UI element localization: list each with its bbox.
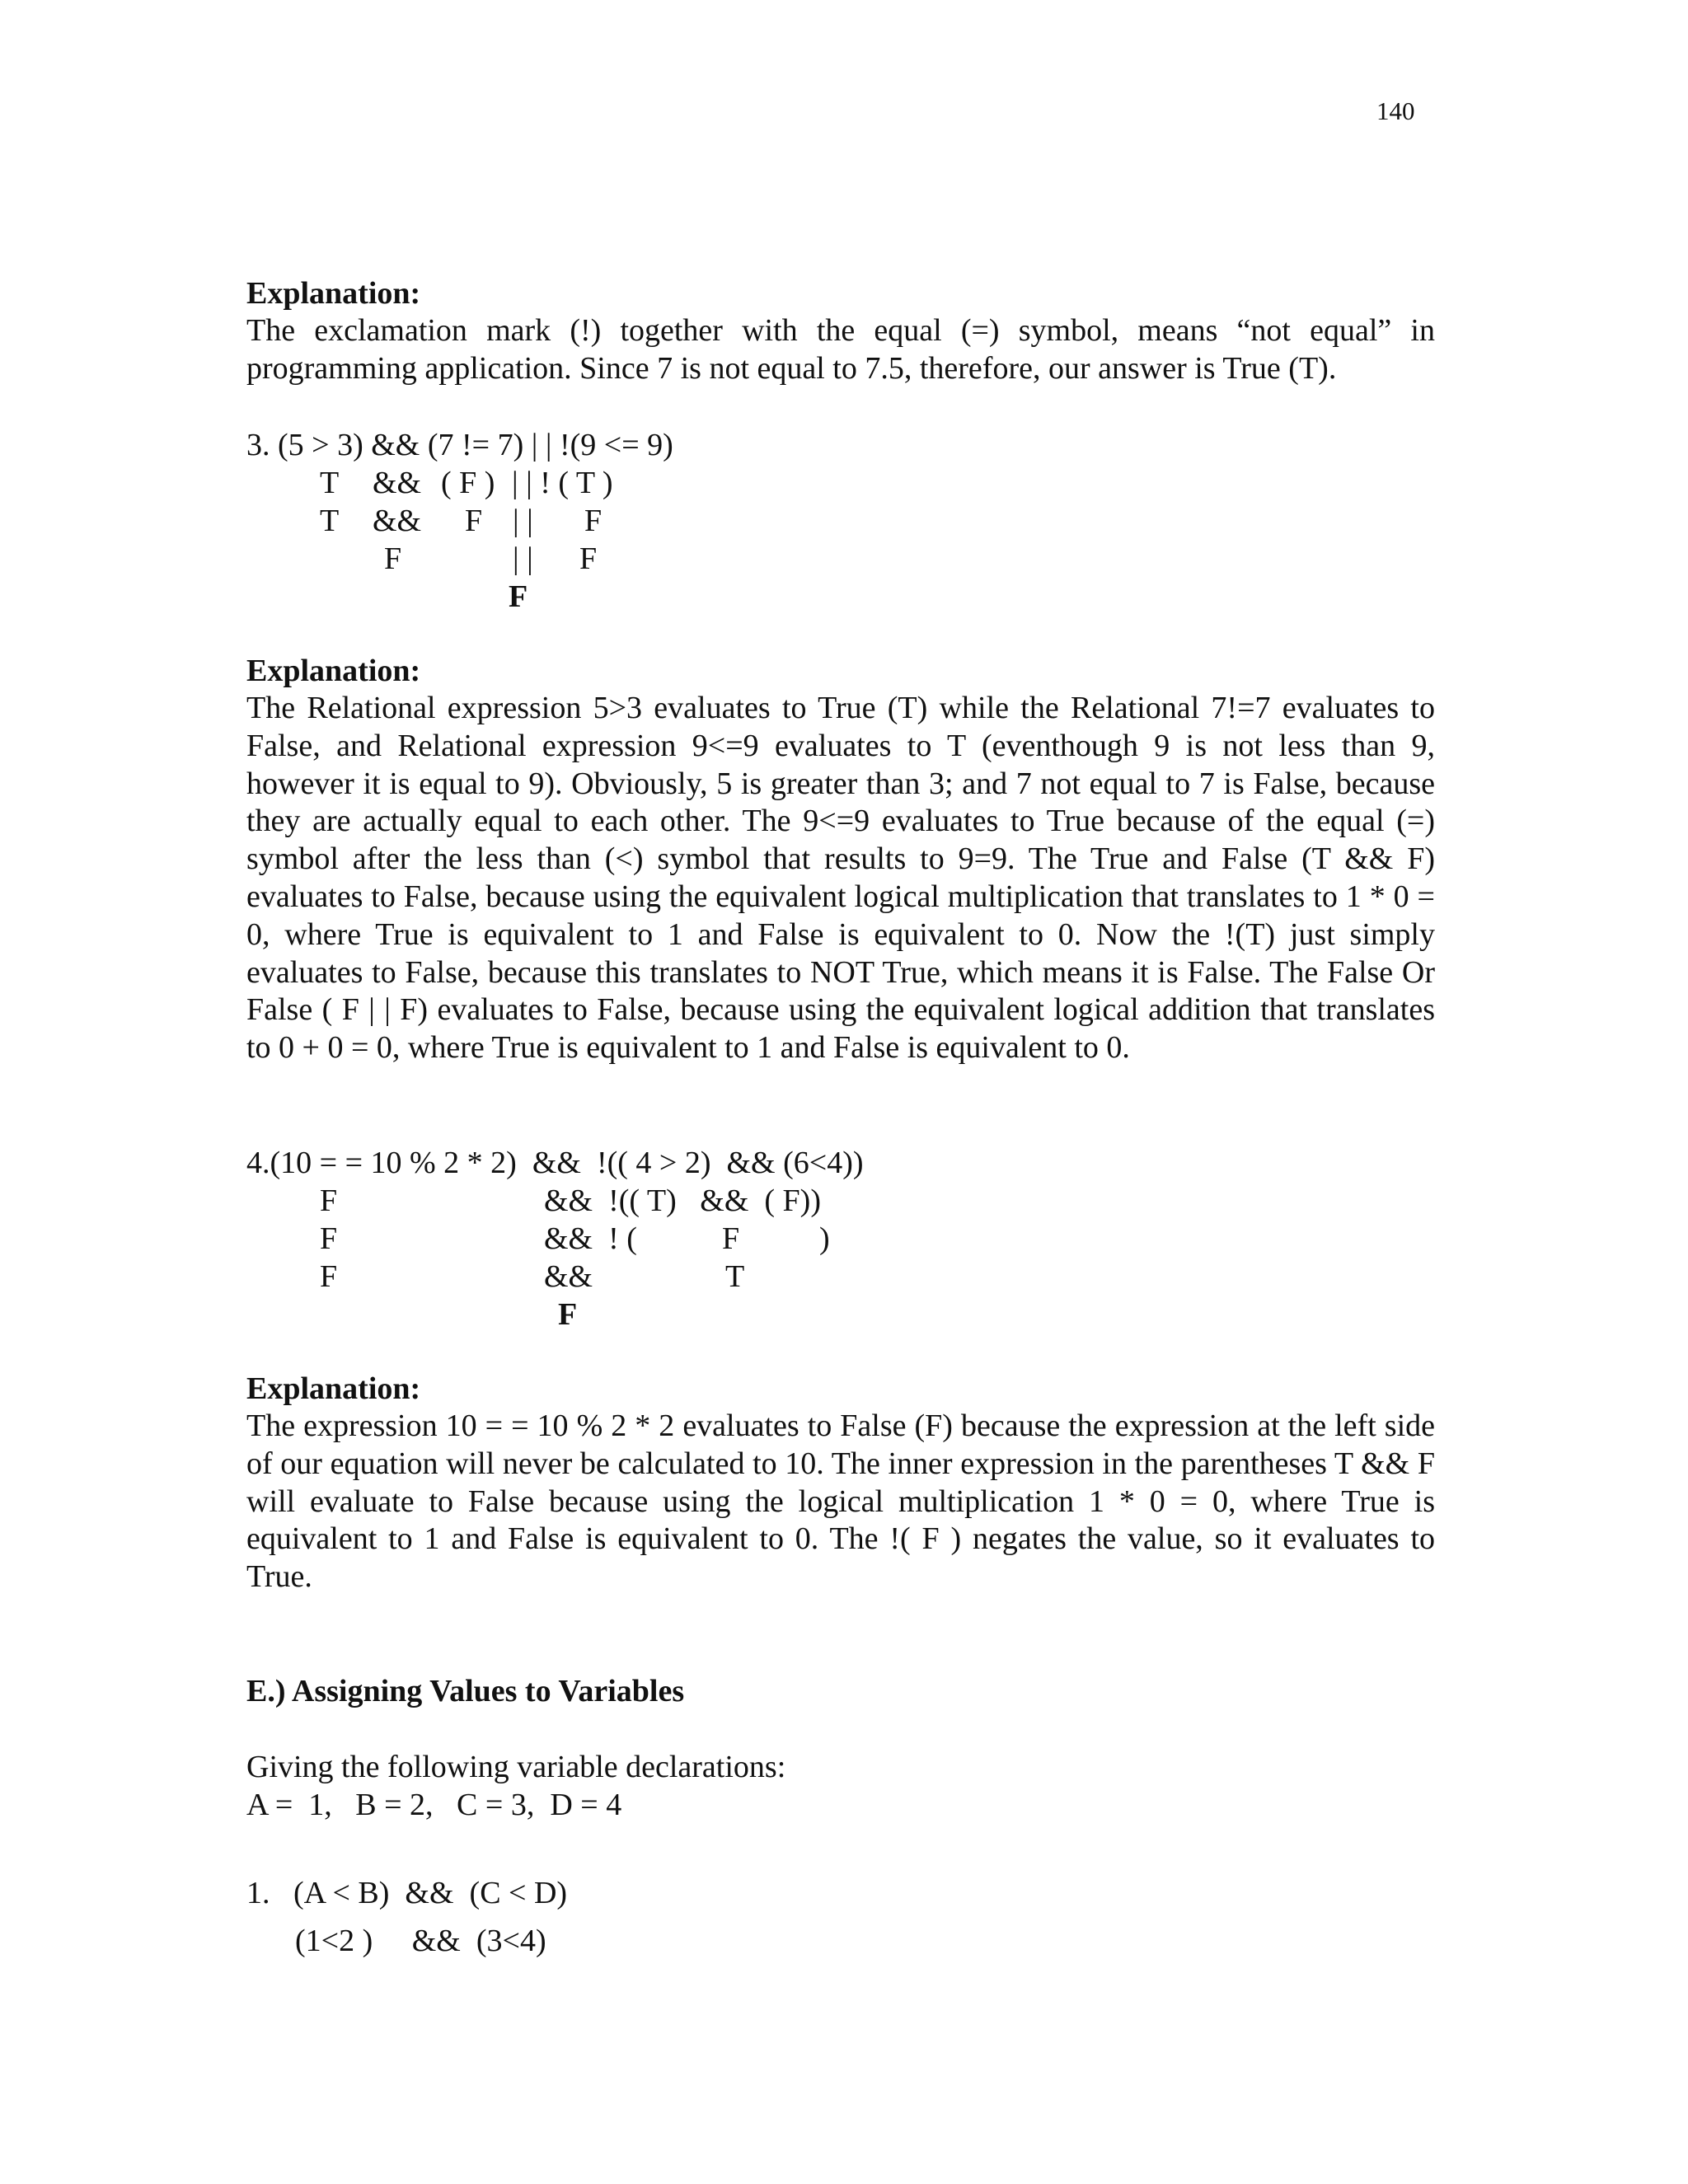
result-3: F — [509, 579, 528, 614]
step-token: T — [320, 504, 340, 538]
section-heading: E.) Assigning Values to Variables — [246, 1674, 685, 1708]
item-1-substitution: (1<2 ) && (3<4) — [295, 1924, 546, 1958]
step-token: ( F ) — [441, 466, 495, 500]
step-token: | | ! ( T ) — [512, 466, 613, 500]
expression-4: 4.(10 = = 10 % 2 * 2) && !(( 4 > 2) && (6<4)) — [246, 1146, 864, 1180]
step-token: F — [722, 1221, 740, 1256]
step-token: | | — [513, 541, 533, 576]
variable-declarations: A = 1, B = 2, C = 3, D = 4 — [246, 1788, 622, 1822]
step-token: F — [579, 541, 598, 576]
step-token: F — [320, 1259, 338, 1294]
step-token: F — [320, 1221, 338, 1256]
step-token: && ! ( — [544, 1221, 637, 1256]
step-token: F — [465, 504, 483, 538]
step-token: F — [384, 541, 402, 576]
explanation-paragraph: The expression 10 = = 10 % 2 * 2 evaluates to False (F) because the expression at the left side of our equation will never be calculated to 10. The inner expression in the parentheses T && F will evaluate to False because using the logical multiplication 1 * 0 = 0, where True is equivalent to 1 and False is equivalent to 0. The !( F ) negates the value, so it evaluates to True. — [246, 1408, 1435, 1595]
step-token: && — [373, 466, 422, 500]
explanation-heading: Explanation: — [246, 654, 421, 688]
step-token: T — [725, 1259, 745, 1294]
result-4: F — [558, 1297, 578, 1332]
step-token: ) — [819, 1221, 830, 1256]
explanation-heading: Explanation: — [246, 276, 421, 311]
step-token: && !(( T) && ( F)) — [544, 1183, 821, 1218]
expression-3: 3. (5 > 3) && (7 != 7) | | !(9 <= 9) — [246, 428, 673, 462]
step-token: F — [320, 1183, 338, 1218]
step-token: | | — [513, 504, 533, 538]
page-number: 140 — [1376, 96, 1415, 125]
step-token: F — [584, 504, 603, 538]
item-1-expression: 1. (A < B) && (C < D) — [246, 1876, 568, 1910]
explanation-paragraph: The exclamation mark (!) together with the equal (=) symbol, means “not equal” in programming application. Since 7 is not equal to 7.5, therefore, our answer is True (T). — [246, 313, 1435, 386]
step-token: T — [320, 466, 340, 500]
explanation-heading: Explanation: — [246, 1371, 421, 1406]
explanation-paragraph: The Relational expression 5>3 evaluates to True (T) while the Relational 7!=7 evaluates to False, and Relational expression 9<=9 evaluates to T (eventhough 9 is not less than 9, however it is equal to 9). Obviously, 5 is greater than 3; and 7 not equal to 7 is False, because they are actually equal to each other. The 9<=9 evaluates to True because of the equal (=) symbol after the less than (<) symbol that results to 9=9. The True and False (T && F) evaluates to False, because using the equivalent logical multiplication that translates to 1 * 0 = 0, where True is equivalent to 1 and False is equivalent to 0. Now the !(T) just simply evaluates to False, because this translates to NOT True, which means it is False. The False Or False ( F | | F) evaluates to False, because using the equivalent logical addition that translates to 0 + 0 = 0, where True is equivalent to 1 and False is equivalent to 0. — [246, 691, 1435, 1066]
step-token: && — [544, 1259, 593, 1294]
intro-text: Giving the following variable declarations: — [246, 1750, 786, 1784]
step-token: && — [373, 504, 422, 538]
